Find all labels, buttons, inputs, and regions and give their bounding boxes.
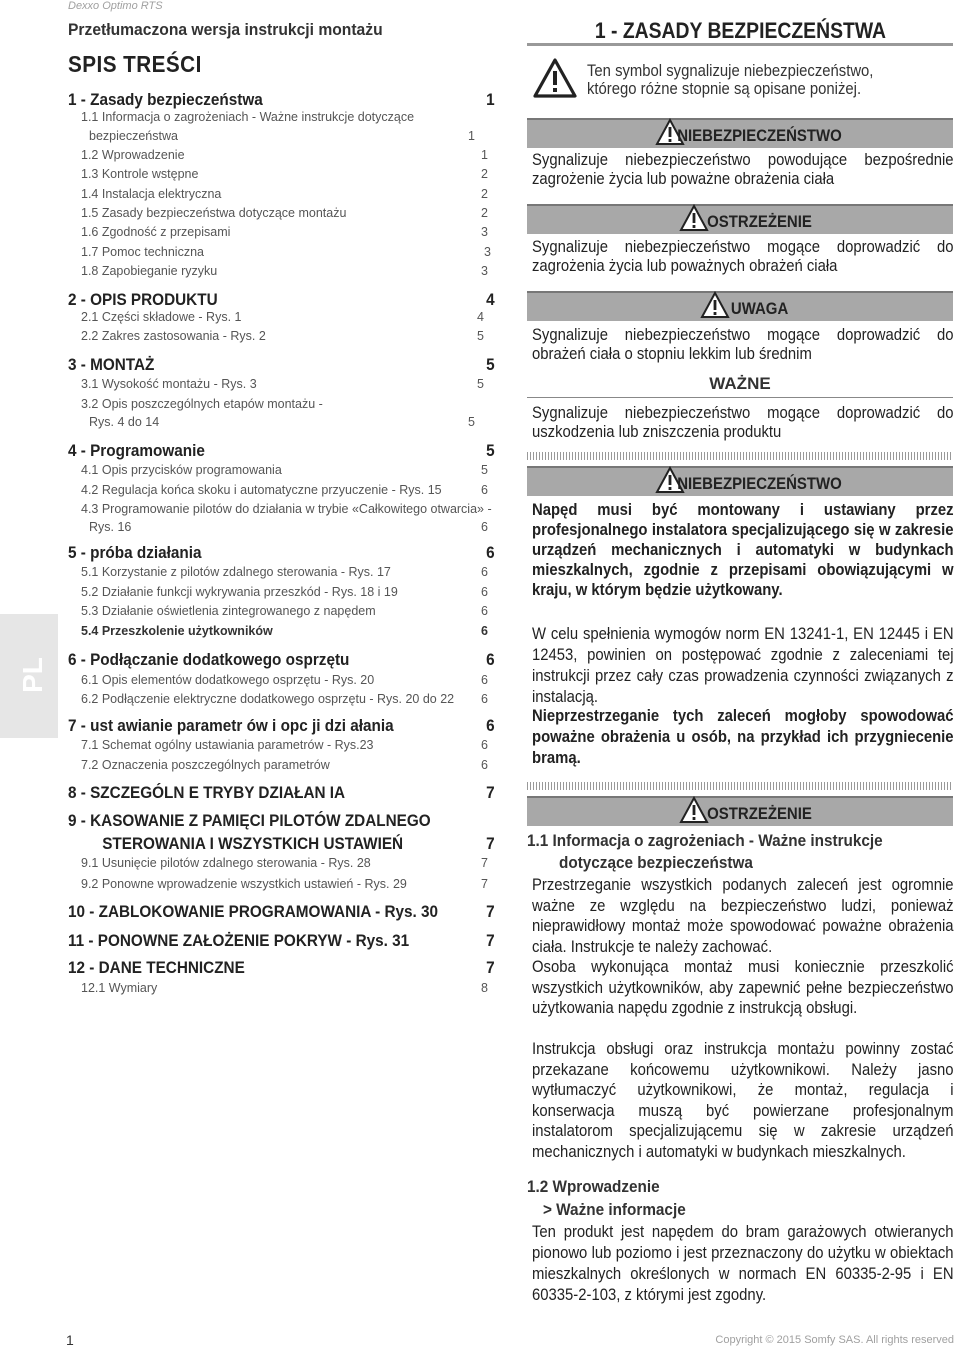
- toc-entry-label: 5.4 Przeszkolenie użytkowników: [81, 624, 273, 638]
- toc-entry[interactable]: [68, 834, 495, 854]
- toc-entry-page: 7: [486, 783, 495, 802]
- toc-entry[interactable]: [68, 483, 498, 497]
- language-tab-label: PL: [17, 657, 48, 693]
- copyright: Copyright © 2015 Somfy SAS. All rights reserved: [715, 1334, 954, 1346]
- toc-entry-page: 4: [486, 290, 495, 309]
- toc-entry[interactable]: [68, 148, 498, 162]
- toc-entry-page: 6: [481, 758, 488, 772]
- toc-entry-label: STEROWANIA I WSZYSTKICH USTAWIEŃ: [102, 834, 404, 853]
- danger2-bold-text-2: Nieprzestrzeganie tych zaleceń mogłoby spowodować poważne obrażenia u osób, na przykład ich przygniecenie bramą.: [532, 707, 954, 767]
- toc-entry-label: 4.2 Regulacja końca skoku i automatyczne przyuczenie - Rys. 15: [81, 483, 442, 497]
- toc-entry-label: 7.2 Oznaczenia poszczególnych parametrów: [81, 758, 330, 772]
- toc-entry-page: 5: [486, 355, 495, 374]
- toc-entry-page: 2: [481, 167, 488, 181]
- toc-entry-page: 7: [486, 834, 495, 853]
- warning-text: Sygnalizuje niebezpieczeństwo mogące doprowadzić do zagrożenia życia lub poważnych obrażeń ciała: [532, 238, 954, 275]
- toc-entry-page: 6: [481, 624, 488, 638]
- toc-entry[interactable]: [68, 565, 498, 579]
- divider: [527, 397, 953, 398]
- section-1-1-p1: Przestrzeganie wszystkich podanych zaleceń jest ogromnie ważne ze względu na bezpieczeństwo ludzi, ponieważ nieprawidłowy montaż może spowodować poważne obrażenia ciała. Instrukcje te należy zachować.: [532, 876, 954, 956]
- toc-entry-label: 5.2 Działanie funkcji wykrywania przeszkód - Rys. 18 i 19: [81, 585, 398, 599]
- toc-entry[interactable]: [68, 604, 498, 618]
- toc-entry[interactable]: [68, 783, 495, 803]
- toc-entry[interactable]: [68, 716, 495, 736]
- toc-entry-label: 1.5 Zasady bezpieczeństwa dotyczące montażu: [81, 206, 347, 220]
- toc-entry[interactable]: [68, 415, 498, 429]
- toc-entry-page: 7: [486, 958, 495, 977]
- section-1-1-title-2: dotyczące bezpieczeństwa: [559, 853, 753, 872]
- toc-entry[interactable]: [68, 397, 498, 411]
- section-1-1-title: 1.1 Informacja o zagrożeniach - Ważne instrukcje: [527, 831, 883, 850]
- toc-entry-label: 6.1 Opis elementów dodatkowego osprzętu - Rys. 20: [81, 673, 375, 687]
- toc-entry[interactable]: [68, 355, 495, 375]
- toc-entry-page: 5: [477, 377, 484, 391]
- toc-entry-label: 6.2 Podłączenie elektryczne dodatkowego osprzętu - Rys. 20 do 22: [81, 692, 455, 706]
- page-number: 1: [66, 1332, 74, 1348]
- toc-title: SPIS TREŚCI: [68, 51, 202, 77]
- toc-entry-page: 5: [477, 329, 484, 343]
- toc-entry-page: 6: [481, 520, 488, 534]
- toc-entry-page: 2: [481, 187, 488, 201]
- toc-entry-page: 2: [481, 206, 488, 220]
- toc-entry[interactable]: [68, 187, 498, 201]
- toc-entry[interactable]: [68, 167, 498, 181]
- toc-entry-label: 2.1 Części składowe - Rys. 1: [81, 310, 242, 324]
- danger2-bold-text: Napęd musi być montowany i ustawiany przez profesjonalnego instalatora specjalizującego się w zakresie urządzeń mechanicznych i automatyki w budynkach mieszkalnych, zgodnie z przepisami obowiązującymi w kraju, w którym będzie użytkowany.: [532, 501, 954, 599]
- toc-entry[interactable]: [68, 502, 498, 516]
- toc-entry[interactable]: [68, 931, 495, 951]
- toc-entry[interactable]: [68, 543, 495, 563]
- toc-entry-page: 6: [481, 673, 488, 687]
- toc-entry-label: 1 - Zasady bezpieczeństwa: [68, 90, 263, 109]
- toc-entry[interactable]: [68, 738, 498, 752]
- hatch-divider: [527, 782, 953, 790]
- toc-entry-page: 1: [486, 90, 495, 109]
- danger-text: Sygnalizuje niebezpieczeństwo powodujące bezpośrednie zagrożenie życia lub poważne obrażenia ciała: [532, 151, 954, 188]
- toc-entry-page: 3: [481, 264, 488, 278]
- section-1-2-text: Ten produkt jest napędem do bram garażowych otwieranych pionowo lub poziomo i jest przeznaczony do użytku w obiektach mieszkalnych określonych w normach EN 60335-2-95 i EN 60335-2-103, z którymi jest zgodny.: [532, 1223, 954, 1304]
- toc-entry-label: 1.1 Informacja o zagrożeniach - Ważne instrukcje dotyczące: [81, 110, 415, 124]
- toc-entry-page: 5: [468, 415, 475, 429]
- toc-entry[interactable]: [68, 90, 495, 110]
- toc-entry-page: 5: [481, 463, 488, 477]
- toc-entry-label: 4 - Programowanie: [68, 441, 205, 460]
- toc-entry-label: 2 - OPIS PRODUKTU: [68, 290, 218, 309]
- toc-entry[interactable]: [68, 463, 498, 477]
- toc-entry[interactable]: [68, 264, 498, 278]
- toc-entry-label: 4.3 Programowanie pilotów do działania w trybie «Całkowitego otwarcia» -: [81, 502, 492, 516]
- toc-entry[interactable]: [68, 650, 495, 670]
- warning-label: OSTRZEŻENIE: [707, 212, 813, 231]
- toc-entry-page: 6: [481, 692, 488, 706]
- toc-entry[interactable]: [68, 902, 495, 922]
- section-1-2-title: 1.2 Wprowadzenie: [527, 1177, 660, 1196]
- caution-label: UWAGA: [731, 299, 789, 318]
- toc-entry-label: 12 - DANE TECHNICZNE: [68, 958, 245, 977]
- intro-box: [527, 56, 953, 106]
- toc-entry[interactable]: [68, 310, 498, 324]
- danger-label: NIEBEZPIECZEŃSTWO: [677, 126, 843, 145]
- toc-entry-label: 3.2 Opis poszczególnych etapów montażu -: [81, 397, 323, 411]
- toc-entry-label: 3 - MONTAŻ: [68, 355, 155, 374]
- toc-entry-label: 12.1 Wymiary: [81, 981, 158, 995]
- document-subtitle: Przetłumaczona wersja instrukcji montażu: [68, 20, 383, 39]
- toc-entry[interactable]: [68, 958, 495, 978]
- toc-entry-page: 8: [481, 981, 488, 995]
- toc-entry-label: 9 - KASOWANIE Z PAMIĘCI PILOTÓW ZDALNEGO: [68, 811, 431, 830]
- toc-entry-label: 11 - PONOWNE ZAŁOŻENIE POKRYW - Rys. 31: [68, 931, 410, 950]
- important-text: Sygnalizuje niebezpieczeństwo mogące doprowadzić do uszkodzenia lub zniszczenia produktu: [532, 404, 954, 441]
- intro-text: Ten symbol sygnalizuje niebezpieczeństwo, którego różne stopnie są opisane poniżej.: [587, 62, 874, 98]
- toc-entry-label: 5.3 Działanie oświetlenia zintegrowanego z napędem: [81, 604, 376, 618]
- toc-entry[interactable]: [68, 329, 498, 343]
- toc-entry-label: 7 - ust awianie parametr ów i opc ji dzi ałania: [68, 716, 394, 735]
- toc-entry[interactable]: [68, 981, 498, 995]
- danger-label-2: NIEBEZPIECZEŃSTWO: [677, 474, 843, 493]
- toc-entry-label: Rys. 4 do 14: [89, 415, 160, 429]
- toc-entry-page: 3: [481, 225, 488, 239]
- toc-entry-label: 2.2 Zakres zastosowania - Rys. 2: [81, 329, 266, 343]
- toc-entry-page: 6: [486, 716, 495, 735]
- toc-entry[interactable]: [68, 245, 498, 259]
- toc-entry-page: 3: [484, 245, 491, 259]
- toc-entry[interactable]: [68, 129, 498, 143]
- toc-entry-page: 6: [486, 543, 495, 562]
- toc-entry-label: 4.1 Opis przycisków programowania: [81, 463, 282, 477]
- toc-entry[interactable]: [68, 856, 498, 870]
- section-title: 1 - ZASADY BEZPIECZEŃSTWA: [527, 18, 953, 46]
- toc-entry-page: 6: [481, 738, 488, 752]
- toc-entry-page: 6: [481, 565, 488, 579]
- toc-entry-label: 1.2 Wprowadzenie: [81, 148, 185, 162]
- toc-entry-page: 7: [486, 902, 495, 921]
- caution-text: Sygnalizuje niebezpieczeństwo mogące doprowadzić do obrażeń ciała o stopniu lekkim lub średnim: [532, 326, 954, 363]
- toc-entry-label: Rys. 16: [89, 520, 132, 534]
- product-name: Dexxo Optimo RTS: [68, 0, 163, 12]
- warning-triangle-icon: [533, 58, 577, 98]
- caution-band: [527, 291, 953, 321]
- toc-entry-label: 3.1 Wysokość montażu - Rys. 3: [81, 377, 257, 391]
- danger2-text: W celu spełnienia wymogów norm EN 13241-1, EN 12445 i EN 12453, powinien on postępować zgodnie z zaleceniami tej instrukcji przez cały czas prowadzenia czynności związanych z instalacją.: [532, 625, 954, 706]
- toc-entry-page: 6: [486, 650, 495, 669]
- toc-entry-page: 7: [481, 856, 488, 870]
- toc-entry-page: 6: [481, 483, 488, 497]
- toc-entry-label: 6 - Podłączanie dodatkowego osprzętu: [68, 650, 350, 669]
- toc-entry[interactable]: [68, 225, 498, 239]
- warning-band: [527, 204, 953, 234]
- toc-entry[interactable]: [68, 585, 498, 599]
- toc-entry-page: 7: [486, 931, 495, 950]
- toc-entry-label: bezpieczeństwa: [89, 129, 178, 143]
- important-label: WAŻNE: [709, 374, 771, 393]
- danger-band: [527, 118, 953, 148]
- toc-entry-label: 7.1 Schemat ogólny ustawiania parametrów - Rys.23: [81, 738, 374, 752]
- toc-entry[interactable]: [68, 206, 498, 220]
- toc-entry[interactable]: [68, 758, 498, 772]
- danger-band-2: [527, 466, 953, 496]
- warning-band-2: [527, 796, 953, 826]
- toc-entry[interactable]: [68, 692, 498, 706]
- toc-entry-label: 9.1 Usunięcie pilotów zdalnego sterowania - Rys. 28: [81, 856, 371, 870]
- toc-entry[interactable]: [68, 377, 498, 391]
- toc-entry[interactable]: [68, 811, 455, 831]
- toc-entry-page: 6: [481, 585, 488, 599]
- toc-entry[interactable]: [68, 290, 495, 310]
- hatch-divider: [527, 452, 953, 460]
- toc-entry-label: 1.6 Zgodność z przepisami: [81, 225, 231, 239]
- toc-entry-label: 10 - ZABLOKOWANIE PROGRAMOWANIA - Rys. 30: [68, 902, 439, 921]
- toc-entry-label: 1.4 Instalacja elektryczna: [81, 187, 222, 201]
- toc-entry-page: 1: [481, 148, 488, 162]
- toc-entry[interactable]: [68, 673, 498, 687]
- section-1-2-subtitle: > Ważne informacje: [543, 1200, 686, 1219]
- toc-entry-label: 1.8 Zapobieganie ryzyku: [81, 264, 218, 278]
- toc-entry-label: 1.3 Kontrole wstępne: [81, 167, 199, 181]
- section-1-1-p3: Instrukcja obsługi oraz instrukcja montażu powinny zostać przekazane końcowemu użytkownikowi. Należy jasno wytłumaczyć użytkownikowi, że montaż, regulacja i konserwacja muszą być powierzane profesjonalnym instalatorom specjalizującemu się w zakresie urządzeń mechanicznych i automatyki w budynkach mieszkalnych.: [532, 1040, 954, 1161]
- toc-entry[interactable]: [68, 441, 495, 461]
- toc-entry-label: 5.1 Korzystanie z pilotów zdalnego sterowania - Rys. 17: [81, 565, 391, 579]
- toc-entry-page: 4: [477, 310, 484, 324]
- section-1-1-p2: Osoba wykonująca montaż musi koniecznie przeszkolić wszystkich użytkowników, aby zapewnić pełne bezpieczeństwo użytkowania napędu zgodnie z instrukcją obsługi.: [532, 958, 954, 1017]
- toc-entry-page: 7: [481, 877, 488, 891]
- toc-entry-label: 9.2 Ponowne wprowadzenie wszystkich ustawień - Rys. 29: [81, 877, 407, 891]
- toc-entry[interactable]: [68, 624, 498, 638]
- toc-entry-page: 5: [486, 441, 495, 460]
- toc-entry[interactable]: [68, 110, 498, 124]
- toc-entry-page: 1: [468, 129, 475, 143]
- toc-entry-label: 1.7 Pomoc techniczna: [81, 245, 204, 259]
- warning-label-2: OSTRZEŻENIE: [707, 804, 813, 823]
- toc-entry[interactable]: [68, 877, 498, 891]
- toc-entry-label: 8 - SZCZEGÓLN E TRYBY DZIAŁAN IA: [68, 783, 346, 802]
- toc-entry[interactable]: [68, 520, 498, 534]
- toc-entry-label: 5 - próba działania: [68, 543, 202, 562]
- toc-entry-page: 6: [481, 604, 488, 618]
